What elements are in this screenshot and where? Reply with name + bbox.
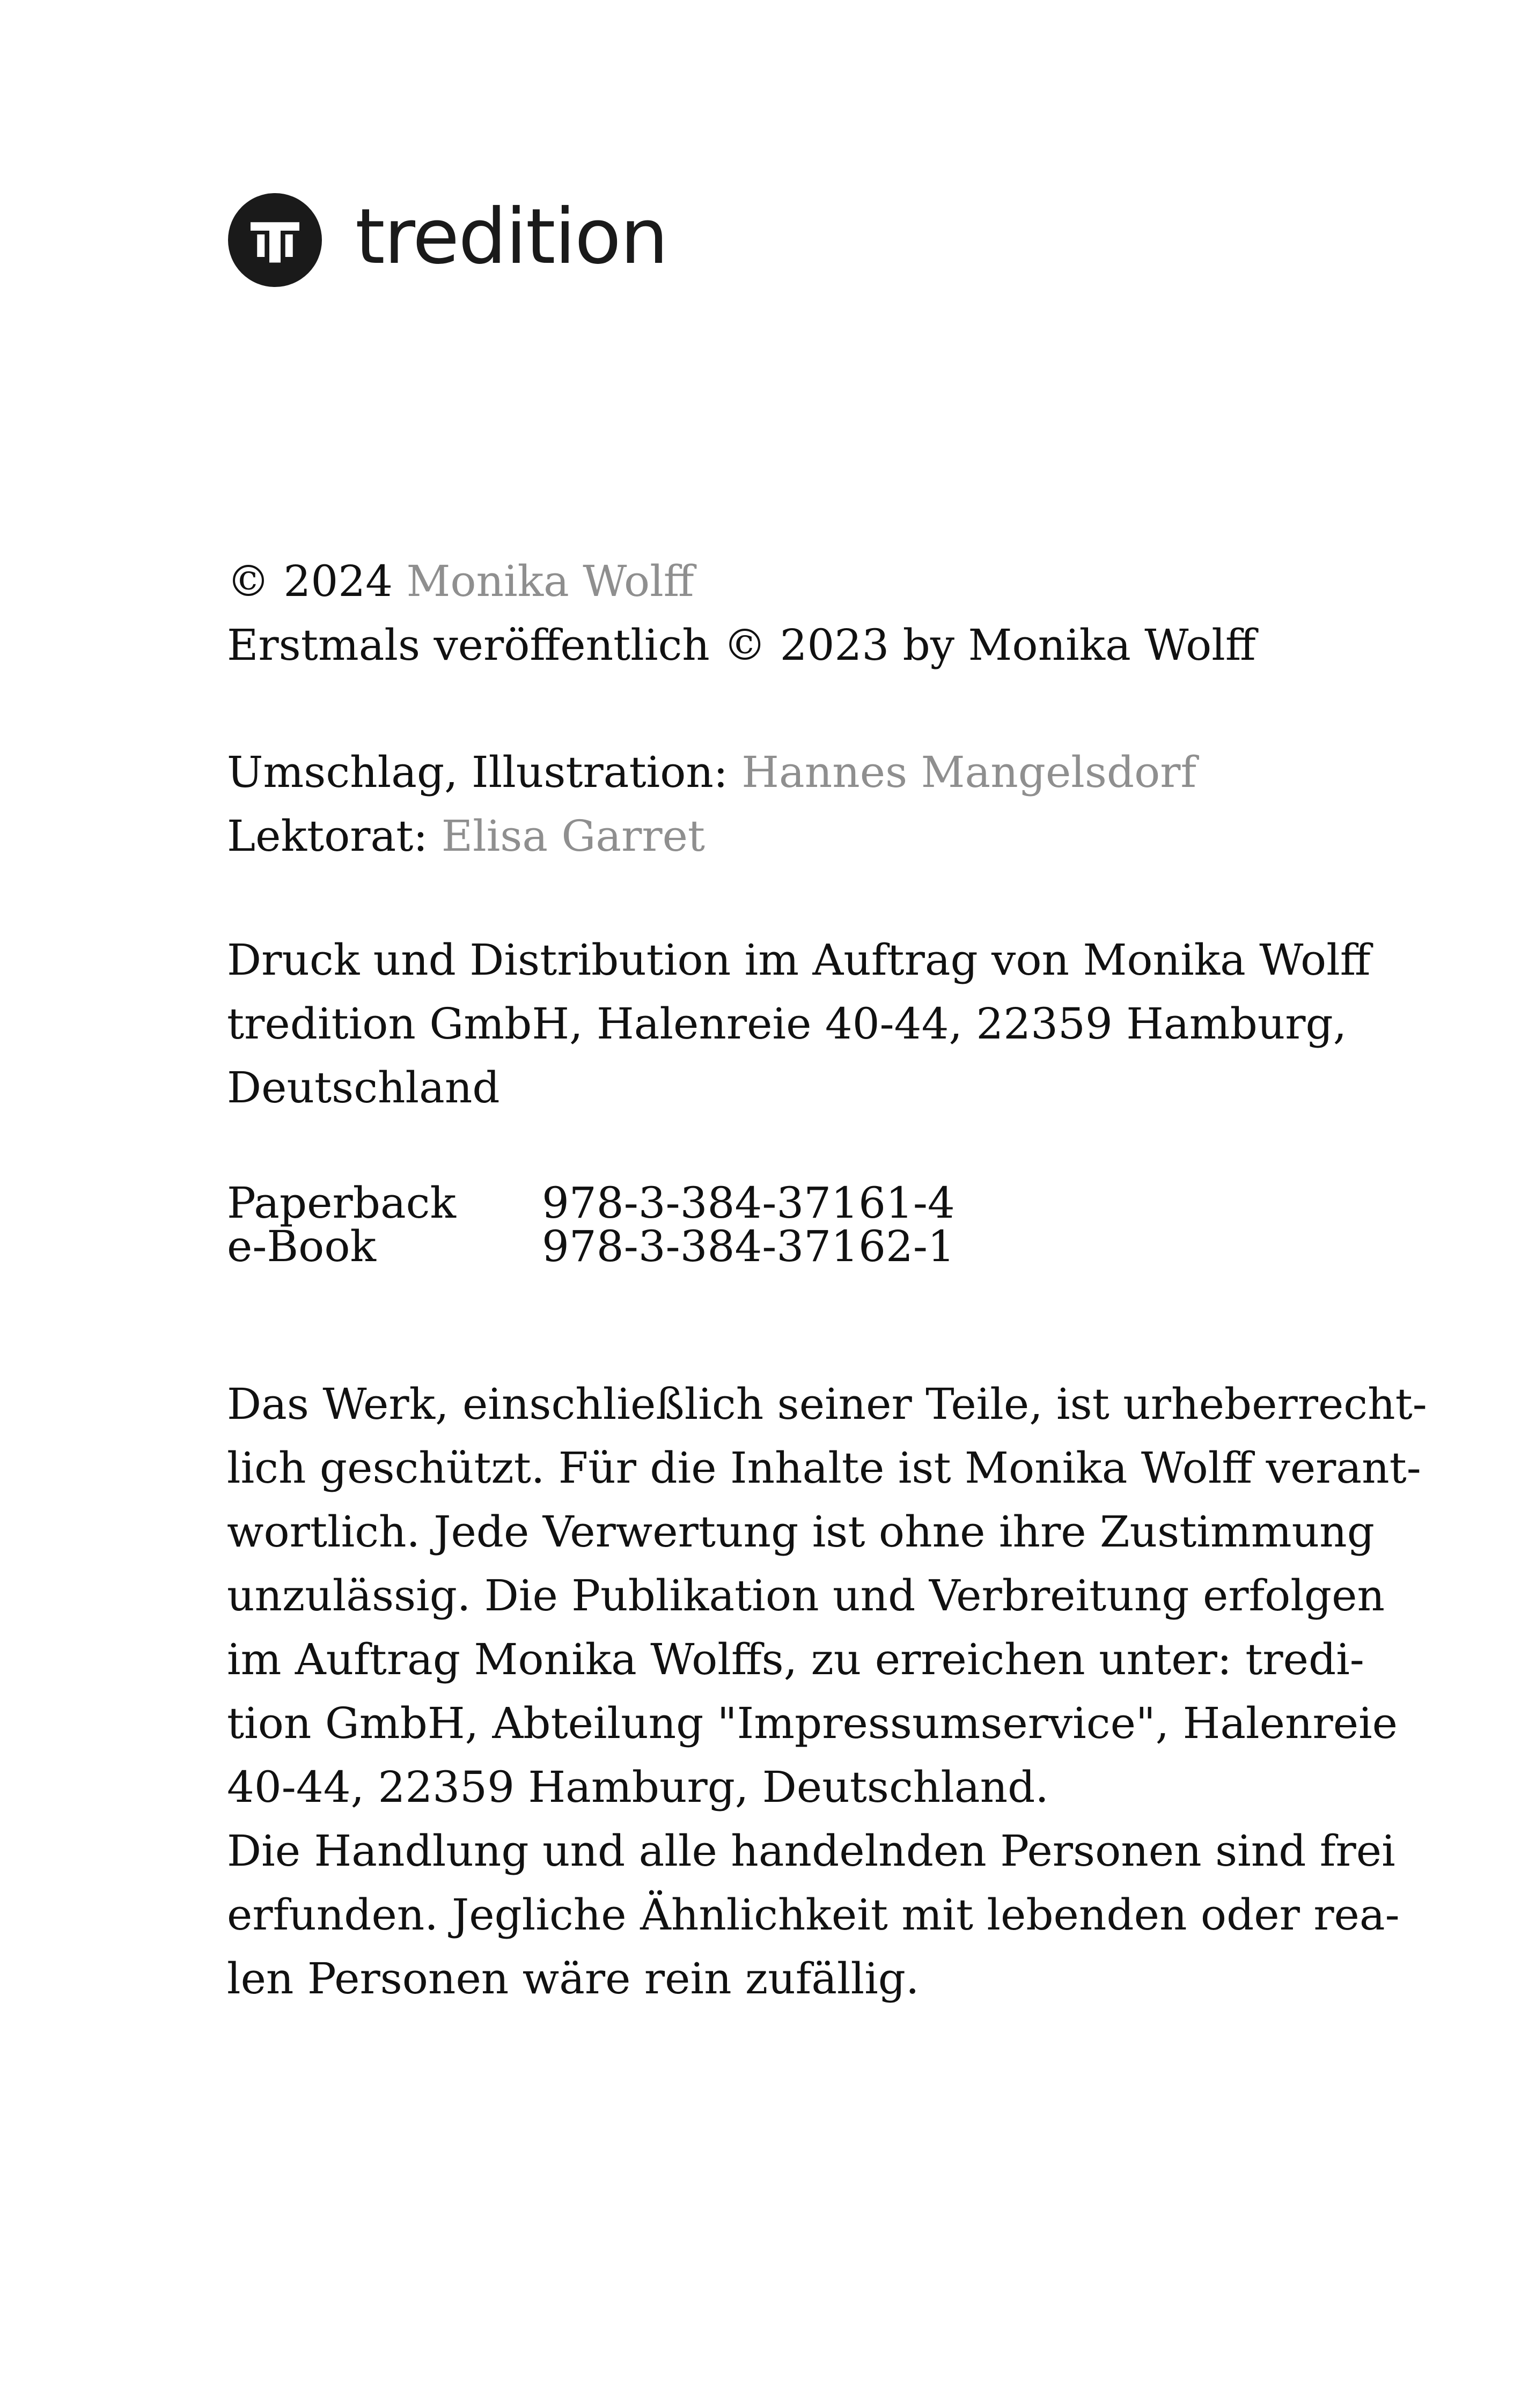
tredition-logo-icon — [228, 193, 322, 287]
isbn-row — [227, 1178, 1292, 1228]
editing-credit — [227, 804, 1292, 868]
isbn-number: 978-3-384-37161-4 — [542, 1178, 955, 1228]
copyright-block — [227, 549, 1292, 677]
print-line: Druck und Distribution im Auftrag von Monika Wolff — [227, 935, 1371, 985]
publisher-logo — [228, 193, 667, 287]
editing-credit-label: Lektorat: — [227, 811, 428, 861]
cover-credit-name: Hannes Mangelsdorf — [741, 747, 1197, 797]
editing-credit-name: Elisa Garret — [441, 811, 706, 861]
credits-block — [227, 740, 1292, 868]
isbn-format: e-Book — [227, 1221, 376, 1271]
cover-credit — [227, 740, 1292, 804]
copyright-notice-paragraph — [227, 1372, 1427, 1819]
legal-line: Das Werk, einschließlich seiner Teile, ist urheberrecht- — [227, 1379, 1427, 1429]
legal-line: lich geschützt. Für die Inhalte ist Monika Wolff verant- — [227, 1443, 1421, 1493]
cover-credit-label: Umschlag, Illustration: — [227, 747, 728, 797]
legal-line: wortlich. Jede Verwertung ist ohne ihre Zustimmung — [227, 1507, 1375, 1557]
legal-line: 40-44, 22359 Hamburg, Deutschland. — [227, 1762, 1049, 1812]
legal-line: unzulässig. Die Publikation und Verbreitung erfolgen — [227, 1571, 1385, 1621]
copyright-holder: Monika Wolff — [406, 556, 694, 606]
legal-notice — [227, 1372, 1427, 2011]
isbn-number: 978-3-384-37162-1 — [542, 1221, 955, 1271]
print-line: tredition GmbH, Halenreie 40-44, 22359 Hamburg, — [227, 999, 1347, 1049]
publisher-name: tredition — [355, 192, 667, 281]
isbn-table — [227, 1178, 1292, 1271]
fiction-disclaimer-paragraph — [227, 1819, 1400, 2011]
first-published-line: Erstmals veröffentlich © 2023 by Monika Wolff — [227, 620, 1256, 670]
legal-line: im Auftrag Monika Wolffs, zu erreichen unter: tredi- — [227, 1634, 1364, 1684]
print-distribution-block — [227, 928, 1371, 1120]
copyright-year: © 2024 — [227, 556, 393, 606]
isbn-row — [227, 1221, 1292, 1271]
legal-line: len Personen wäre rein zufällig. — [227, 1954, 920, 2004]
legal-line: Die Handlung und alle handelnden Personen sind frei — [227, 1826, 1395, 1876]
print-line: Deutschland — [227, 1063, 500, 1113]
legal-line: erfunden. Jegliche Ähnlichkeit mit lebenden oder rea- — [227, 1890, 1400, 1940]
copyright-line — [227, 549, 1292, 613]
isbn-format: Paperback — [227, 1178, 456, 1228]
legal-line: tion GmbH, Abteilung "Impressumservice", Halenreie — [227, 1698, 1398, 1748]
